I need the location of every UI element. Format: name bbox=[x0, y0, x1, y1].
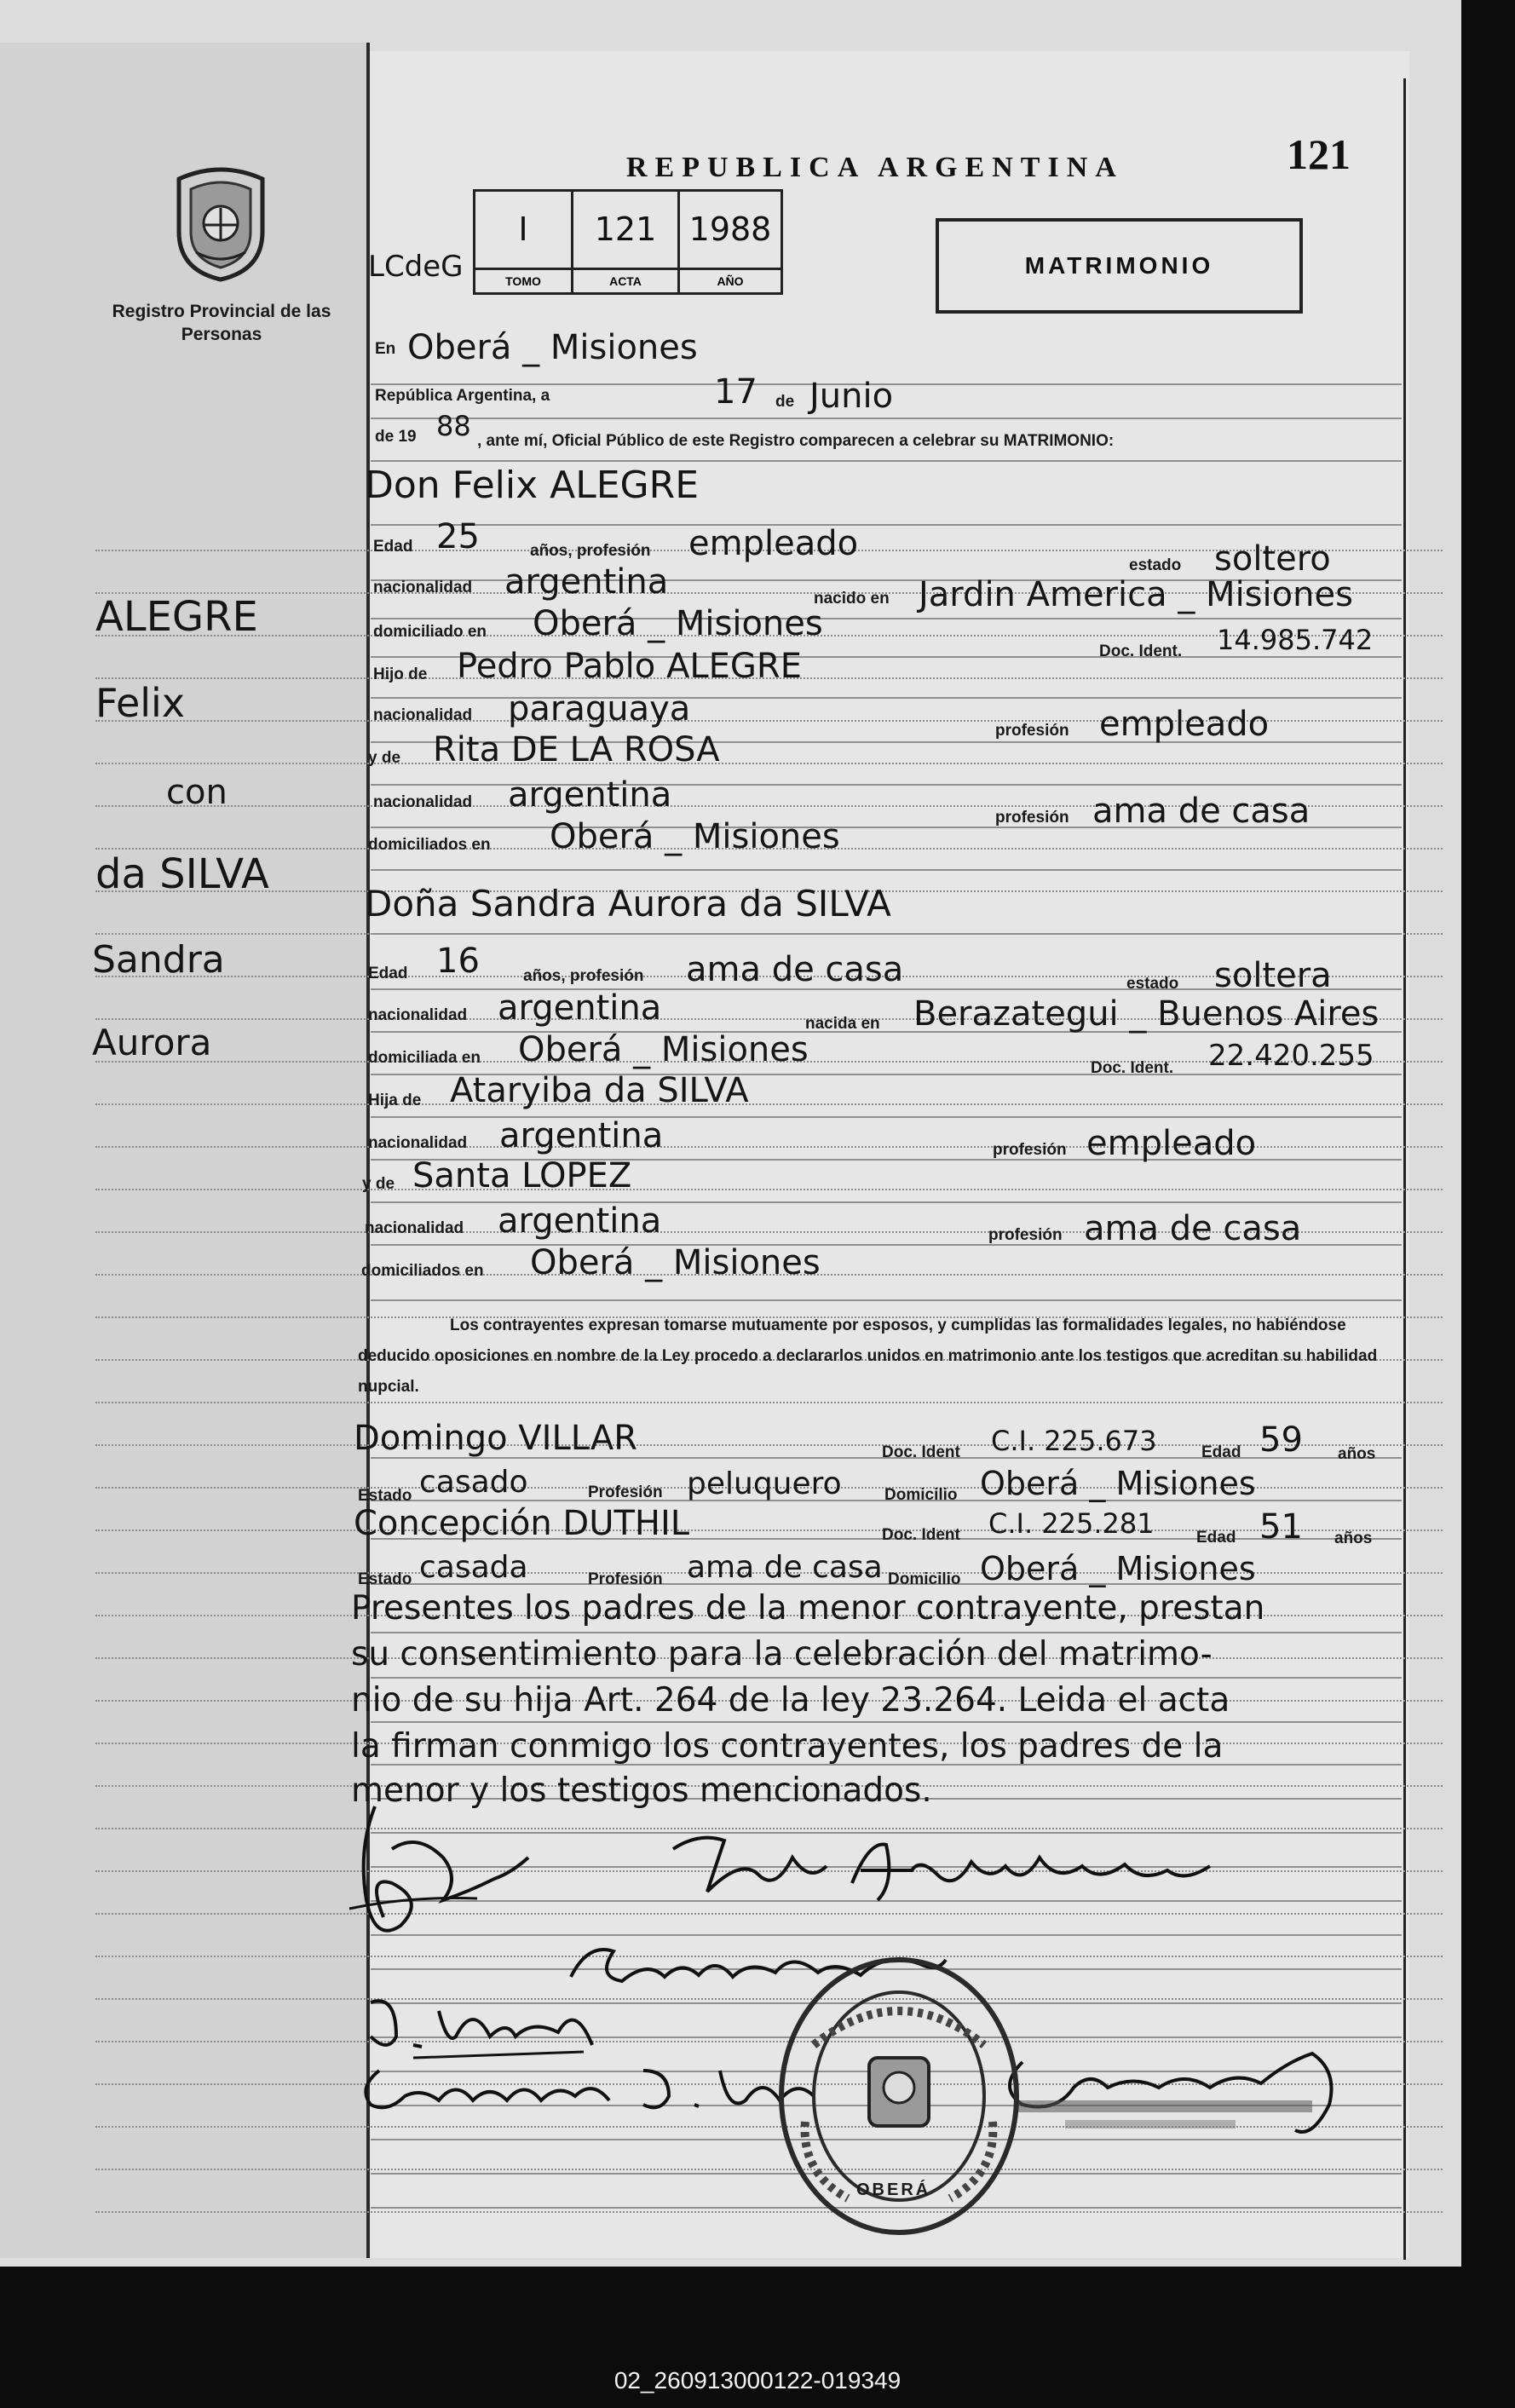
groom-mother: Rita DE LA ROSA bbox=[433, 730, 720, 769]
bride-nationality: argentina bbox=[498, 988, 662, 1028]
witness2-age: 51 bbox=[1259, 1507, 1303, 1547]
bride-mother-prof-label: profesión bbox=[988, 1226, 1063, 1244]
note-line-1: Presentes los padres de la menor contrayente, prestan bbox=[351, 1589, 1265, 1627]
bride-father-profession: empleado bbox=[1086, 1124, 1257, 1163]
groom-mother-label: y de bbox=[368, 749, 401, 767]
bride-nat-label: nacionalidad bbox=[368, 1006, 468, 1024]
bride-father-nationality: argentina bbox=[499, 1116, 664, 1155]
acta-value: 121 bbox=[594, 210, 657, 248]
witness2-doc-label: Doc. Ident bbox=[882, 1526, 960, 1544]
bride-dom-label: domiciliada en bbox=[368, 1049, 481, 1067]
witness1-doc-label: Doc. Ident bbox=[882, 1443, 960, 1461]
witness2-edad-label: Edad bbox=[1196, 1529, 1236, 1547]
bride-parents-dom-label: domiciliados en bbox=[361, 1262, 484, 1280]
witness1-name: Domingo VILLAR bbox=[354, 1419, 638, 1458]
month-value: Junio bbox=[809, 377, 894, 416]
note-line-4: la firman conmigo los contrayentes, los padres de la bbox=[351, 1727, 1224, 1766]
witness2-profession: ama de casa bbox=[687, 1550, 883, 1585]
bride-hija-label: Hija de bbox=[368, 1092, 422, 1109]
margin-column bbox=[0, 43, 370, 2258]
witness1-anos-label: años bbox=[1338, 1445, 1376, 1463]
witness1-age: 59 bbox=[1259, 1420, 1303, 1460]
bride-father-nat-label: nacionalidad bbox=[368, 1134, 468, 1152]
note-line-3: nio de su hija Art. 264 de la ley 23.264. Leida el acta bbox=[351, 1681, 1230, 1720]
ano-value: 1988 bbox=[688, 210, 772, 248]
date-label: República Argentina, a bbox=[375, 387, 550, 405]
year-suffix: 88 bbox=[436, 410, 471, 442]
bride-mother-profession: ama de casa bbox=[1084, 1209, 1302, 1248]
tomo-value: I bbox=[518, 210, 528, 248]
witness1-signature bbox=[362, 1985, 618, 2062]
day-value: 17 bbox=[714, 372, 758, 412]
ano-label: AÑO bbox=[680, 268, 781, 292]
groom-hijo-label: Hijo de bbox=[373, 665, 428, 683]
de-label: de bbox=[775, 393, 795, 411]
witness1-dom-label: Domicilio bbox=[884, 1486, 958, 1504]
witness2-signature bbox=[354, 2054, 831, 2122]
bride-profession: ama de casa bbox=[686, 950, 904, 989]
groom-birthplace: Jardin America _ Misiones bbox=[919, 575, 1353, 614]
book-code: LCdeG bbox=[368, 250, 464, 284]
margin-name-3: con bbox=[166, 773, 228, 812]
registry-name: Registro Provincial de las Personas bbox=[112, 302, 331, 344]
witness1-prof-label: Profesión bbox=[588, 1483, 663, 1501]
bride-signature bbox=[665, 1823, 1227, 1917]
bride-mother-nationality: argentina bbox=[498, 1201, 662, 1241]
place-value: Oberá _ Misiones bbox=[407, 328, 698, 367]
groom-father-profession: empleado bbox=[1099, 705, 1270, 744]
groom-doc: 14.985.742 bbox=[1217, 624, 1374, 656]
registry-seal-icon bbox=[170, 164, 271, 283]
witness1-profession: peluquero bbox=[687, 1466, 842, 1501]
bride-mother: Santa LOPEZ bbox=[412, 1156, 632, 1195]
groom-age: 25 bbox=[436, 517, 480, 556]
note-line-5: menor y los testigos mencionados. bbox=[351, 1771, 932, 1810]
groom-father-nat-label: nacionalidad bbox=[373, 706, 473, 724]
bride-nacida-label: nacida en bbox=[805, 1015, 880, 1033]
groom-parents-dom-label: domiciliados en bbox=[368, 836, 491, 854]
witness2-status: casada bbox=[419, 1550, 528, 1585]
margin-name-2: Felix bbox=[95, 680, 186, 726]
groom-profession: empleado bbox=[688, 524, 859, 563]
groom-anos-label: años, profesión bbox=[530, 542, 651, 560]
groom-nationality: argentina bbox=[504, 562, 669, 602]
country-title: REPUBLICA ARGENTINA bbox=[626, 152, 1124, 183]
witness1-doc: C.I. 225.673 bbox=[991, 1425, 1157, 1457]
acta-box bbox=[473, 189, 783, 295]
bride-age: 16 bbox=[436, 942, 480, 981]
statement-text: Los contrayentes expresan tomarse mutuamente por esposos, y cumplidas las formalidades legales, no habiéndose deducido oposiciones en nombre de la Ley procedo a declararlos unidos en matrimonio ante los testigos que acreditan su habilidad nupcial. bbox=[358, 1316, 1378, 1396]
margin-name-5: Sandra bbox=[92, 938, 225, 982]
groom-mother-nationality: argentina bbox=[508, 775, 672, 815]
bride-mother-nat-label: nacionalidad bbox=[365, 1219, 464, 1237]
groom-dom-label: domiciliado en bbox=[373, 623, 487, 641]
bride-anos-label: años, profesión bbox=[523, 967, 644, 985]
bride-name: Doña Sandra Aurora da SILVA bbox=[365, 883, 891, 925]
groom-mother-nat-label: nacionalidad bbox=[373, 793, 473, 811]
groom-mother-prof-label: profesión bbox=[995, 809, 1069, 827]
bride-birthplace: Berazategui _ Buenos Aires bbox=[913, 994, 1380, 1034]
acta-label: ACTA bbox=[573, 268, 677, 292]
bride-estado-label: estado bbox=[1126, 975, 1179, 993]
tomo-label: TOMO bbox=[475, 268, 571, 292]
groom-edad-label: Edad bbox=[373, 538, 413, 556]
groom-parents-domicile: Oberá _ Misiones bbox=[550, 817, 840, 856]
intro-text: , ante mí, Oficial Público de este Registro comparecen a celebrar su MATRIMONIO: bbox=[477, 432, 1115, 450]
witness2-dom-label: Domicilio bbox=[888, 1570, 961, 1588]
bride-edad-label: Edad bbox=[368, 965, 408, 982]
groom-mother-profession: ama de casa bbox=[1092, 792, 1311, 831]
witness1-status: casado bbox=[419, 1465, 528, 1500]
groom-father-nationality: paraguaya bbox=[508, 689, 691, 729]
witness2-doc: C.I. 225.281 bbox=[988, 1507, 1155, 1540]
groom-doc-label: Doc. Ident. bbox=[1099, 642, 1183, 660]
note-line-2: su consentimiento para la celebración del matrimo- bbox=[351, 1635, 1213, 1674]
margin-name-4: da SILVA bbox=[95, 850, 269, 898]
image-code: 02_260913000122-019349 bbox=[613, 2367, 902, 2394]
groom-status: soltero bbox=[1214, 539, 1331, 579]
groom-nacido-label: nacido en bbox=[814, 590, 890, 608]
bride-doc-label: Doc. Ident. bbox=[1091, 1059, 1174, 1077]
bride-status: soltera bbox=[1214, 956, 1332, 995]
bride-father: Ataryiba da SILVA bbox=[450, 1071, 749, 1110]
place-label: En bbox=[375, 340, 396, 358]
officer-signature bbox=[988, 2036, 1363, 2147]
bride-father-prof-label: profesión bbox=[993, 1141, 1067, 1159]
groom-signature bbox=[341, 1798, 545, 1951]
witness2-name: Concepción DUTHIL bbox=[354, 1504, 690, 1543]
bride-mother-label: y de bbox=[362, 1175, 395, 1193]
witness2-estado-label: Estado bbox=[358, 1570, 412, 1588]
witness1-domicile: Oberá _ Misiones bbox=[980, 1465, 1256, 1502]
groom-father-prof-label: profesión bbox=[995, 722, 1069, 740]
witness1-edad-label: Edad bbox=[1201, 1443, 1241, 1461]
witness2-anos-label: años bbox=[1334, 1529, 1373, 1547]
witness2-prof-label: Profesión bbox=[588, 1570, 663, 1588]
margin-name-6: Aurora bbox=[92, 1022, 212, 1063]
groom-domicile: Oberá _ Misiones bbox=[533, 604, 823, 643]
groom-estado-label: estado bbox=[1129, 556, 1182, 574]
right-rule bbox=[1403, 78, 1406, 2260]
margin-name-1: ALEGRE bbox=[95, 593, 258, 641]
stamp-city: OBERÁ bbox=[856, 2180, 931, 2199]
witness2-domicile: Oberá _ Misiones bbox=[980, 1550, 1256, 1587]
groom-name: Don Felix ALEGRE bbox=[365, 464, 700, 507]
bride-parents-domicile: Oberá _ Misiones bbox=[530, 1243, 821, 1282]
page-number: 121 bbox=[1287, 130, 1351, 178]
groom-nat-label: nacionalidad bbox=[373, 579, 473, 596]
bride-doc: 22.420.255 bbox=[1208, 1039, 1374, 1073]
bride-domicile: Oberá _ Misiones bbox=[518, 1030, 809, 1069]
record-type: MATRIMONIO bbox=[936, 218, 1303, 314]
witness1-estado-label: Estado bbox=[358, 1487, 412, 1505]
year-prefix: de 19 bbox=[375, 428, 417, 446]
groom-father: Pedro Pablo ALEGRE bbox=[457, 647, 802, 686]
